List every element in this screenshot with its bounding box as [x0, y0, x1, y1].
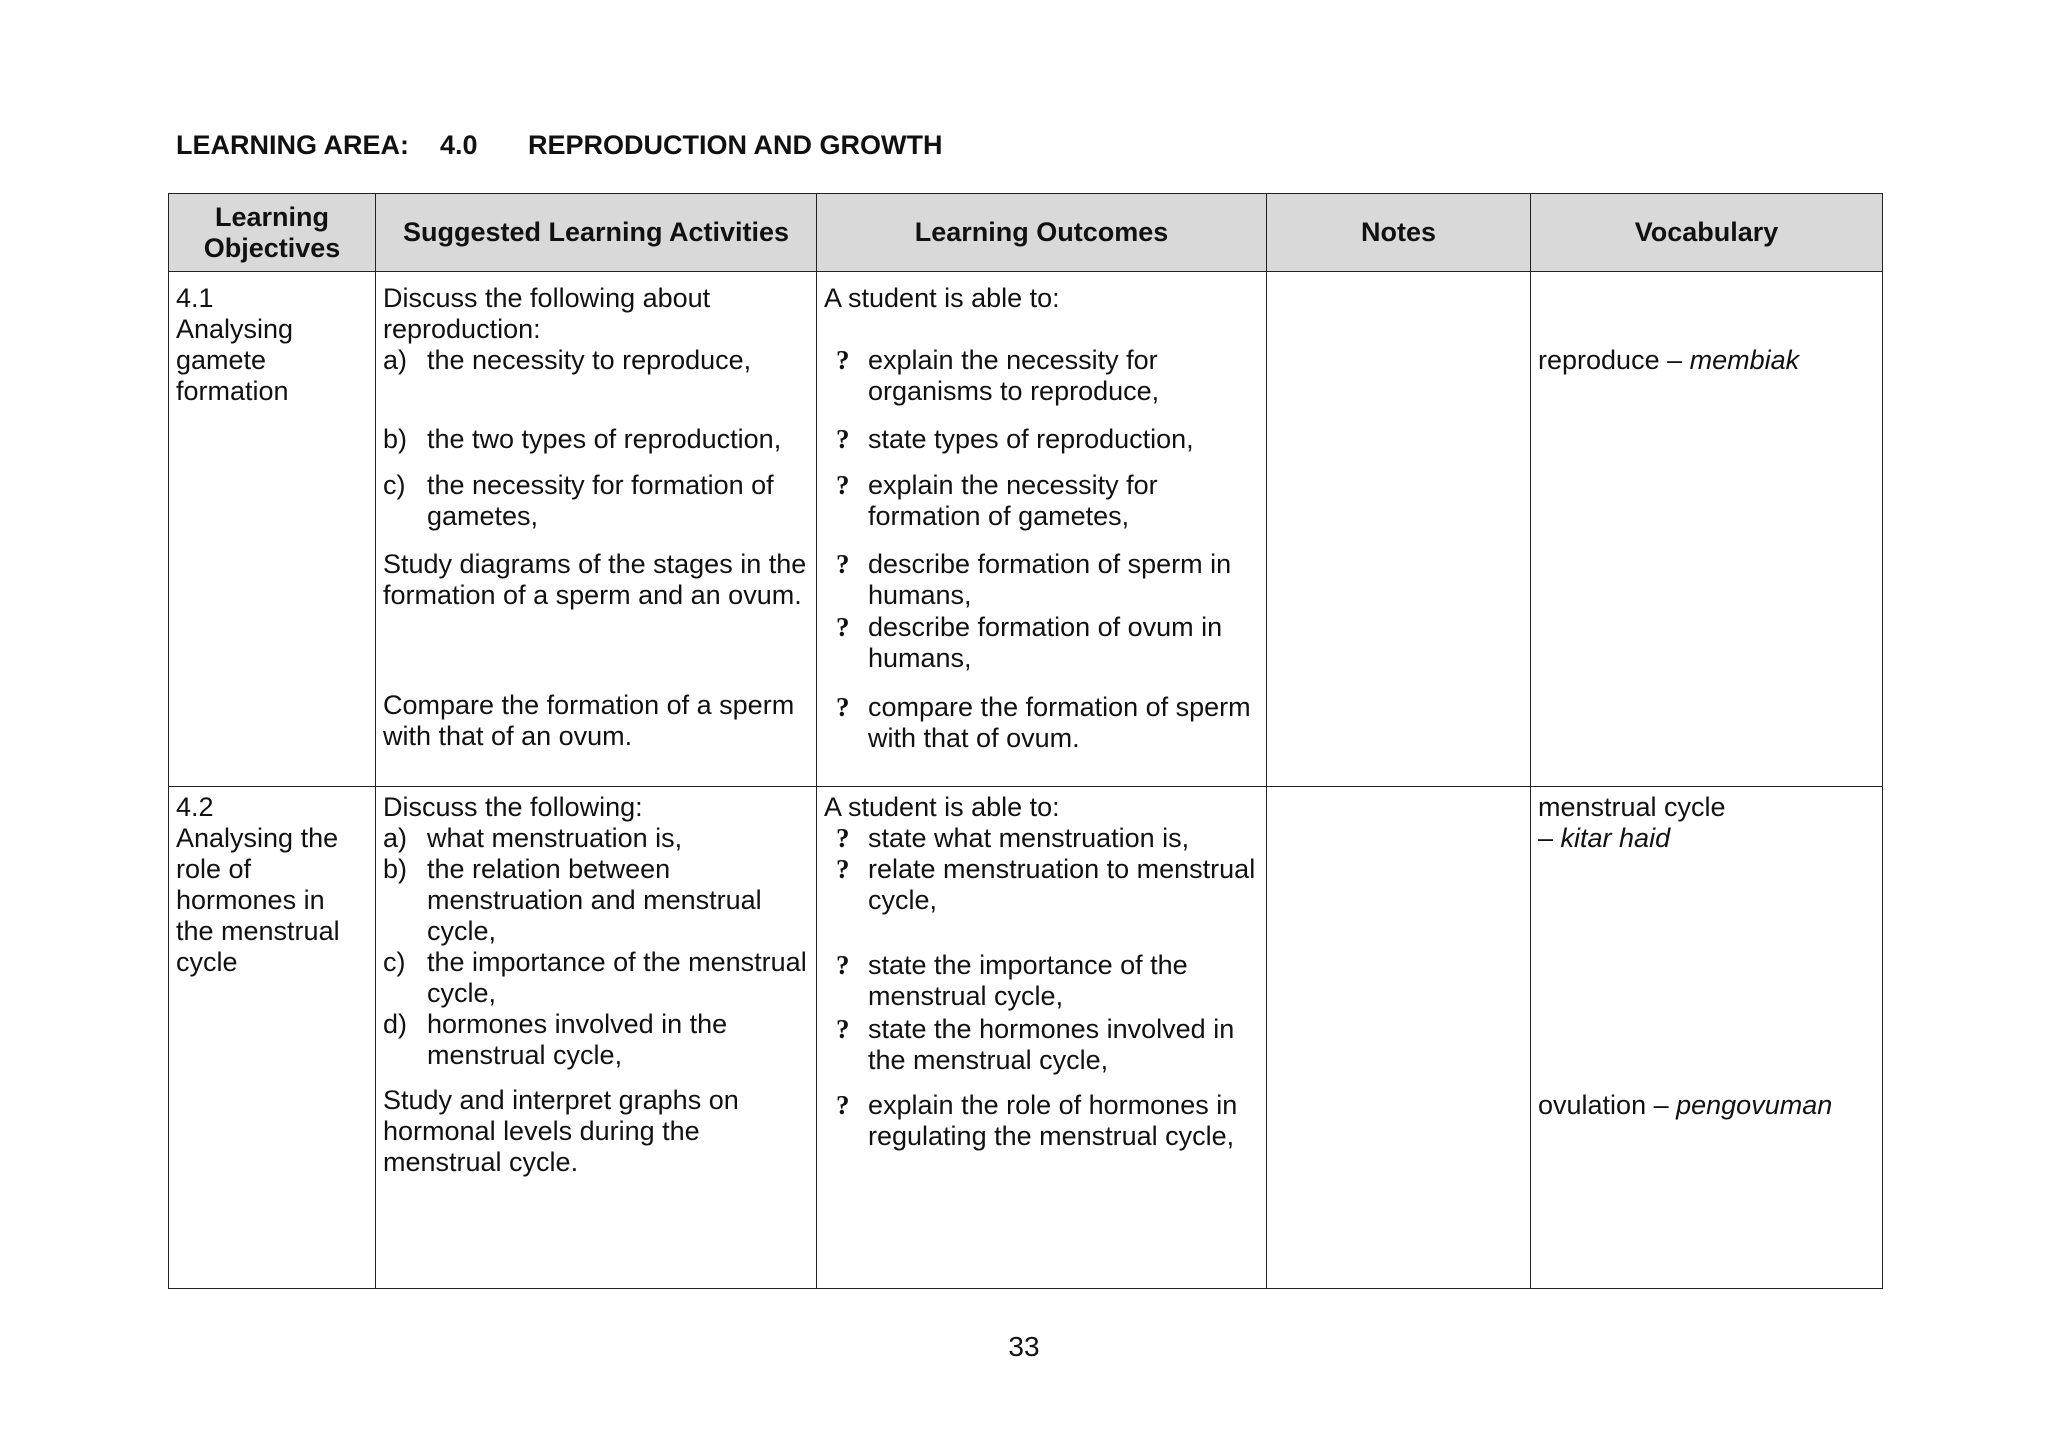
- outcomes-intro: A student is able to:: [824, 792, 1060, 822]
- activity-study: Study and interpret graphs on hormonal levels during the menstrual cycle.: [383, 1085, 739, 1177]
- learning-area-code: 4.0: [440, 130, 478, 160]
- outcome-text: state the hormones involved in the menstrual cycle,: [868, 1014, 1235, 1075]
- vocabulary-cell: [1531, 787, 1883, 1289]
- activity-text: the necessity for formation of gametes,: [427, 470, 774, 531]
- page-number: 33: [1008, 1331, 1040, 1362]
- vocabulary-translation: pengovuman: [1676, 1090, 1833, 1120]
- outcome-text: state types of reproduction,: [868, 424, 1194, 454]
- outcome-item: [824, 1014, 1260, 1076]
- outcome-text: explain the role of hormones in regulating the menstrual cycle,: [868, 1090, 1238, 1151]
- column-header-suggested-activities: Suggested Learning Activities: [376, 194, 817, 272]
- learning-area-heading: [176, 130, 942, 161]
- outcome-text: explain the necessity for organisms to reproduce,: [868, 345, 1160, 406]
- outcomes-intro: A student is able to:: [824, 283, 1060, 313]
- column-header-vocabulary: Vocabulary: [1531, 194, 1883, 272]
- vocabulary-term: ovulation –: [1538, 1090, 1677, 1120]
- bullet-marker: ?: [836, 470, 850, 500]
- activities-cell: [376, 272, 817, 787]
- activity-marker: c): [383, 470, 406, 500]
- activity-marker: a): [383, 823, 408, 853]
- bullet-marker: ?: [836, 950, 850, 980]
- vocabulary-dash: –: [1538, 823, 1561, 853]
- objective-text: Analysing the role of hormones in the menstrual cycle: [176, 823, 340, 977]
- outcome-item: [824, 424, 1260, 455]
- table-row: [169, 272, 1883, 787]
- activity-item: [383, 854, 810, 947]
- outcome-item: [824, 950, 1260, 1012]
- activity-item: [383, 424, 810, 455]
- vocabulary-entry: [1538, 792, 1876, 854]
- bullet-marker: ?: [836, 692, 850, 722]
- outcome-item: [824, 823, 1260, 854]
- bullet-marker: ?: [836, 854, 850, 884]
- activity-text: what menstruation is,: [427, 823, 683, 853]
- vocabulary-translation: membiak: [1689, 345, 1800, 375]
- outcome-text: compare the formation of sperm with that of ovum.: [868, 692, 1251, 753]
- activity-marker: b): [383, 854, 408, 884]
- outcome-item: [824, 612, 1260, 674]
- activity-marker: c): [383, 947, 406, 977]
- bullet-marker: ?: [836, 424, 850, 454]
- vocabulary-term: menstrual cycle: [1538, 792, 1726, 822]
- bullet-marker: ?: [836, 549, 850, 579]
- activity-item: [383, 823, 810, 854]
- notes-cell: [1267, 787, 1531, 1289]
- activity-item: [383, 345, 810, 376]
- objective-cell: [169, 272, 376, 787]
- table-header-row: [169, 194, 1883, 272]
- learning-area-label: LEARNING AREA:: [176, 130, 409, 160]
- activity-marker: b): [383, 424, 408, 454]
- vocabulary-entry: [1538, 1090, 1876, 1121]
- objective-cell: [169, 787, 376, 1289]
- activity-text: the necessity to reproduce,: [427, 345, 752, 375]
- vocabulary-term: reproduce –: [1538, 345, 1690, 375]
- column-header-learning-objectives: Learning Objectives: [169, 194, 376, 272]
- outcomes-cell: [817, 272, 1267, 787]
- bullet-marker: ?: [836, 1090, 850, 1120]
- activity-item: [383, 1009, 810, 1071]
- activity-compare: Compare the formation of a sperm with that of an ovum.: [383, 690, 795, 751]
- objective-code: 4.2: [176, 792, 214, 822]
- outcome-item: [824, 549, 1260, 611]
- outcome-text: state the importance of the menstrual cycle,: [868, 950, 1188, 1011]
- notes-cell: [1267, 272, 1531, 787]
- activities-intro: Discuss the following:: [383, 792, 643, 822]
- column-header-learning-outcomes: Learning Outcomes: [817, 194, 1267, 272]
- activity-item: [383, 947, 810, 1009]
- vocabulary-cell: [1531, 272, 1883, 787]
- syllabus-table: [168, 193, 1883, 1289]
- activity-study: Study diagrams of the stages in the formation of a sperm and an ovum.: [383, 549, 807, 610]
- vocabulary-translation: kitar haid: [1560, 823, 1671, 853]
- activity-text: hormones involved in the menstrual cycle,: [427, 1009, 728, 1070]
- activity-marker: d): [383, 1009, 408, 1039]
- column-header-notes: Notes: [1267, 194, 1531, 272]
- activities-intro: Discuss the following about reproduction:: [383, 283, 711, 344]
- vocabulary-entry: [1538, 345, 1876, 376]
- outcome-item: [824, 345, 1260, 407]
- outcome-text: explain the necessity for formation of gametes,: [868, 470, 1158, 531]
- activity-text: the relation between menstruation and menstrual cycle,: [427, 854, 762, 946]
- bullet-marker: ?: [836, 823, 850, 853]
- bullet-marker: ?: [836, 1014, 850, 1044]
- activities-cell: [376, 787, 817, 1289]
- outcome-item: [824, 854, 1260, 916]
- outcomes-cell: [817, 787, 1267, 1289]
- activity-marker: a): [383, 345, 408, 375]
- activity-text: the importance of the menstrual cycle,: [427, 947, 807, 1008]
- outcome-item: [824, 1090, 1260, 1152]
- outcome-text: describe formation of ovum in humans,: [868, 612, 1223, 673]
- activity-text: the two types of reproduction,: [427, 424, 782, 454]
- objective-text: Analysing gamete formation: [176, 314, 294, 406]
- activity-item: [383, 470, 810, 532]
- learning-area-title: REPRODUCTION AND GROWTH: [528, 130, 943, 160]
- bullet-marker: ?: [836, 612, 850, 642]
- outcome-item: [824, 692, 1260, 754]
- bullet-marker: ?: [836, 345, 850, 375]
- outcome-item: [824, 470, 1260, 532]
- outcome-text: state what menstruation is,: [868, 823, 1190, 853]
- outcome-text: relate menstruation to menstrual cycle,: [868, 854, 1256, 915]
- table-row: [169, 787, 1883, 1289]
- objective-code: 4.1: [176, 283, 214, 313]
- outcome-text: describe formation of sperm in humans,: [868, 549, 1232, 610]
